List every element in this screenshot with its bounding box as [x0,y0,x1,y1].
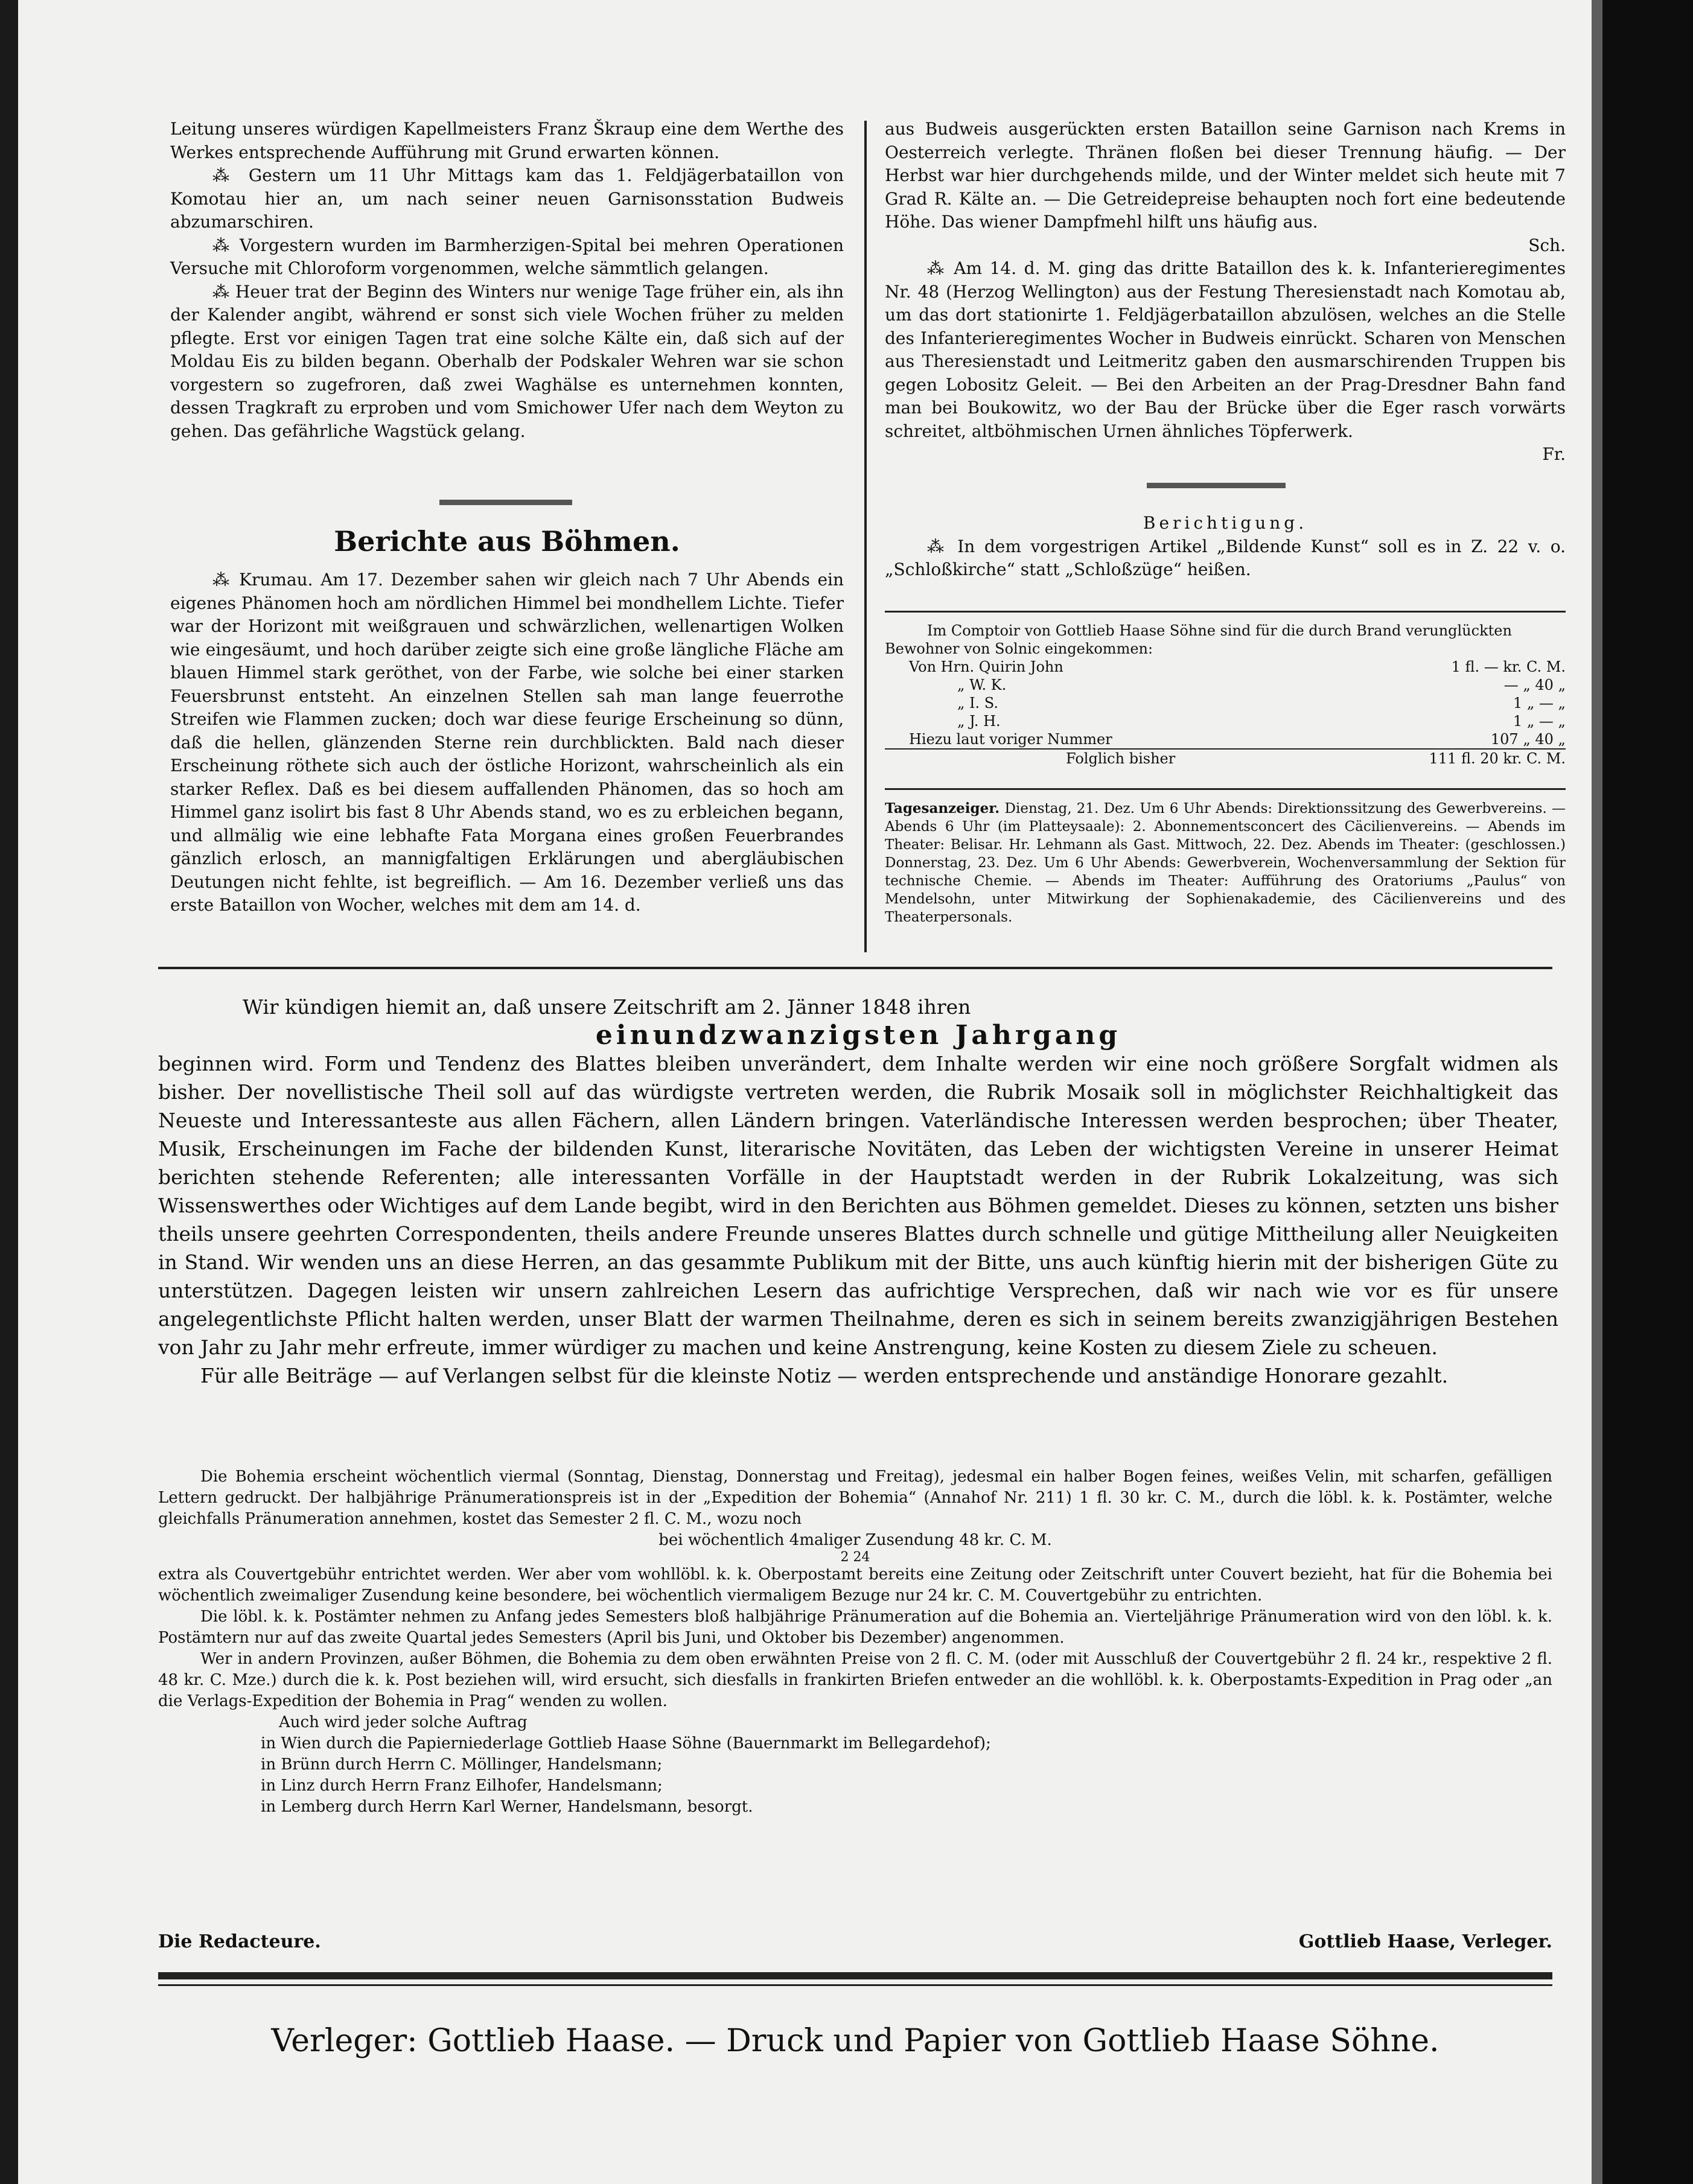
donor: „ J. H. [957,713,1001,730]
editors-signature: Die Redacteure. [158,1931,321,1952]
terms-text: bei wöchentlich 4maliger Zusendung 48 kr. C. M. [658,1531,1052,1549]
notice-body: beginnen wird. Form und Tendenz des Blattes bleiben unverändert, dem Inhalte werden wir eine noch größere Sorgfalt widmen als bisher. Der novellistische Theil soll auf das würdigste vertreten werden, die Rubrik Mosaik soll in möglichster Reichhaltigkeit das Neueste und Interessanteste aus allen Fächern, allen Ländern bringen. Vaterländische Interessen werden besprochen; über Theater, Musik, Erscheinungen im Fache der bildenden Kunst, literarische Novitäten, das Leben der wichtigsten Vereine in unserer Heimat berichten stehende Referenten; alle interessanten Vorfälle in der Hauptstadt werden in der Rubrik Lokalzeitung, was sich Wissenswerthes oder Wichtiges auf dem Lande begibt, wird in den Berichten aus Böhmen gemeldet. Dieses zu können, setzten uns bisher theils unsere geehrten Correspondenten, theils andere Freunde unseres Blattes durch schnelle und gütige Mittheilung aller Neuigkeiten in Stand. Wir wenden uns an diese Herren, an das gesammte Publikum mit der Bitte, uns auch künftig hierin mit der bisherigen Güte zu unterstützen. Dagegen leisten wir unsern zahlreichen Lesern das aufrichtige Versprechen, daß wir nach wie vor es für unsere angelegentlichste Pflicht halten werden, unser Blatt der warmen Theilnahme, deren es sich in seinem bereits zwanzigjährigen Bestehen von Jahr zu Jahr mehr erfreute, immer würdiger zu machen und keine Anstrengung, keine Kosten zu diesem Ziele zu scheuen. [158,1052,1558,1359]
total-amount: 111 fl. 20 kr. C. M. [1429,750,1566,767]
donor: Hiezu laut voriger Nummer [909,731,1112,748]
amount: 1 „ — „ [1513,713,1566,730]
amount: 107 „ 40 „ [1490,731,1566,748]
scan-right-edge [1602,0,1693,2184]
agent-line: in Linz durch Herrn Franz Eilhofer, Handelsmann; [261,1777,663,1795]
amount: — „ 40 „ [1503,677,1566,693]
amount: 1 fl. — kr. C. M. [1451,658,1566,675]
report-krumau [170,568,844,917]
divider [885,611,1566,613]
terms-text: Die Bohemia erscheint wöchentlich viermal (Sonntag, Dienstag, Donnerstag und Freitag), jedesmal ein halber Bogen feines, weißes Velin, mit scharfen, gefälligen Lettern gedruckt. Der halbjährige Pränumerationspreis ist in der „Expedition der Bohemia“ (Annahof Nr. 211) 1 fl. 30 kr. C. M., durch die löbl. k. k. Postämter, welche gleichfalls Pränumeration annehmen, kostet das Semester 2 fl. C. M., wozu noch [158,1468,1552,1528]
paragraph: Leitung unseres würdigen Kapellmeisters Franz Škraup eine dem Werthe des Werkes entsprechende Aufführung mit Grund erwarten können. [170,119,844,162]
publisher-signature: Gottlieb Haase, Verleger. [1298,1931,1552,1952]
paragraph: ⁂ Am 14. d. M. ging das dritte Bataillon des k. k. Infanterieregimentes Nr. 48 (Herzog Wellington) aus der Festung Theresienstadt nach Komotau ab, um das dort stationirte 1. Feldjägerbataillon abzulösen, welches an die Stelle des Infanterieregimentes Wocher in Budweis einrückt. Scharen von Menschen aus Theresienstadt und Leitmeritz gaben den ausmarschirenden Truppen bis gegen Lobositz Geleit. — Bei den Arbeiten an der Prag-Dresdner Bahn fand man bei Boukowitz, wo der Bau der Brücke über die Eger rasch vorwärts schreitet, altböhmischen Urnen ähnliches Töpferwerk. [885,258,1566,441]
donor: „ I. S. [957,695,999,712]
terms-text: extra als Couvertgebühr entrichtet werden. Wer aber vom wohllöbl. k. k. Oberpostamt bereits eine Zeitung oder Zeitschrift unter Couvert bezieht, hat für die Bohemia bei wöchentlich zweimaliger Zusendung keine besondere, bei wöchentlich viermaligem Bezuge nur 24 kr. C. M. Couvertgebühr zu entrichten. [158,1565,1552,1605]
donation-row [885,730,1566,750]
footer-rule-thin [158,1984,1552,1986]
notice-line: Wir kündigen hiemit an, daß unsere Zeitschrift am 2. Jänner 1848 ihren [243,995,971,1019]
right-column [885,118,1566,466]
section-rule [439,500,572,505]
correction-title: Berichtigung. [1143,513,1308,533]
section-rule [1147,483,1286,488]
paragraph: ⁂ Heuer trat der Beginn des Winters nur wenige Tage früher ein, als ihn der Kalender angibt, während er sonst sich viele Wochen früher zu melden pflegte. Erst vor einigen Tagen trat eine solche Kälte ein, daß sich auf der Moldau Eis zu bilden begann. Oberhalb der Podskaler Wehren war sie schon vorgestern so zugefroren, daß zwei Waghälse es unternehmen konnten, dessen Tragkraft zu erproben und vom Smichower Ufer nach dem Weyton zu gehen. Das gefährliche Wagstück gelang. [170,281,844,441]
left-column [170,118,844,443]
correction-text: ⁂ In dem vorgestrigen Artikel „Bildende Kunst“ soll es in Z. 22 v. o. „Schloßkirche“ statt „Schloßzüge“ heißen. [885,536,1566,579]
donation-row [885,712,1566,730]
day-announcer-text: Dienstag, 21. Dez. Um 6 Uhr Abends: Direktionssitzung des Gewerbvereins. — Abends 6 Uhr (im Platteysaale): 2. Abonnementsconcert des Cäcilienvereins. — Abends im Theater: Belisar. Hr. Lehmann als Gast. Mittwoch, 22. Dez. Abends im Theater: (geschlossen.) Donnerstag, 23. Dez. Um 6 Uhr Abends: Gewerbverein, Wochenversammlung der Sektion für technische Chemie. — Abends im Theater: Aufführung des Oratoriums „Paulus“ von Mendelsohn, unter Mitwirkung der Sophienakademie, des Cäcilienvereins und des Theaterpersonals. [885,801,1566,925]
column-rule [864,121,867,952]
donation-total [885,750,1566,768]
terms-text: Wer in andern Provinzen, außer Böhmen, die Bohemia zu dem oben erwähnten Preise von 2 fl. C. M. (oder mit Ausschluß der Couvertgebühr 2 fl. 24 kr., respektive 2 fl. 48 kr. C. Mze.) durch die k. k. Post beziehen will, wird ersucht, sich diesfalls in frankirten Briefen entweder an die wohllöbl. k. k. Oberpostamts-Expedition in Prag oder „an die Verlags-Expedition der Bohemia in Prag“ wenden zu wollen. [158,1650,1552,1710]
paragraph: ⁂ Gestern um 11 Uhr Mittags kam das 1. Feldjägerbataillon von Komotau hier an, um nach seiner neuen Garnisonsstation Budweis abzumarschiren. [170,165,844,232]
notice-body: Für alle Beiträge — auf Verlangen selbst für die kleinste Notiz — werden entsprechende und anständige Honorare gezahlt. [200,1364,1449,1387]
terms-text: Die löbl. k. k. Postämter nehmen zu Anfang jedes Semesters bloß halbjährige Pränumeration auf die Bohemia an. Vierteljährige Pränumeration wird von den löbl. k. k. Postämtern nur auf das zweite Quartal jedes Semesters (April bis Juni, und Oktober bis Dezember) angenommen. [158,1608,1552,1647]
subscription-notice [158,993,1558,1390]
amount: 1 „ — „ [1513,695,1566,712]
correction [885,512,1566,582]
footer-rule-top [158,1972,1552,1979]
day-announcer [885,800,1566,926]
paragraph: ⁂ Krumau. Am 17. Dezember sahen wir gleich nach 7 Uhr Abends ein eigenes Phänomen hoch am nördlichen Himmel bei mondhellem Lichte. Tiefer war der Horizont mit weißgrauen und schwärzlichen, wellenartigen Wolken wie eingesäumt, und hoch darüber zeigte sich eine große längliche Fläche am blauen Himmel stark geröthet, von der Farbe, wie solche bei einer starken Feuersbrunst entsteht. An einzelnen Stellen sah man lange feuerrothe Streifen wie Flammen zucken; doch war diese feurige Erscheinung so dünn, daß die hellen, glänzenden Sterne rein durchblickten. Bald nach dieser Erscheinung röthete sich auch der östliche Horizont, wahrscheinlich als ein starker Reflex. Daß es bei diesem auffallenden Phänomen, das so hoch am Himmel ganz isolirt bis fast 8 Uhr Abends stand, wo es zu erbleichen begann, und allmälig wie eine lebhafte Fata Morgana eines großen Feuerbrandes gänzlich erlosch, an mannigfaltigen Erklärungen und abergläubischen Deutungen nicht fehlte, ist begreiflich. — Am 16. Dezember verließ uns das erste Bataillon von Wocher, welches mit dem am 14. d. [170,570,844,915]
signatures [158,1931,1552,1952]
agent-line: in Brünn durch Herrn C. Möllinger, Handelsmann; [261,1756,663,1774]
subscription-terms [158,1466,1552,1818]
donation-row [885,658,1566,676]
agents-intro: Auch wird jeder solche Auftrag [279,1713,528,1731]
signature: Sch. [1528,235,1566,255]
day-announcer-title: Tagesanzeiger. [885,800,1000,817]
paragraph: aus Budweis ausgerückten ersten Bataillon seine Garnison nach Krems in Oesterreich verlegte. Thränen floßen bei dieser Trennung häufig. — Der Herbst war hier durchgehends milde, und der Winter meldet sich heute mit 7 Grad R. Kälte an. — Die Getreidepreise behaupten noch fort eine bedeutende Höhe. Das wiener Dampfmehl hilft uns häufig aus. [885,119,1566,232]
section-title: Berichte aus Böhmen. [334,525,680,558]
donation-row [885,676,1566,694]
paragraph: ⁂ Vorgestern wurden im Barmherzigen-Spital bei mehren Operationen Versuche mit Chloroform vorgenommen, welche sämmtlich gelangen. [170,235,844,278]
agent-line: in Wien durch die Papierniederlage Gottlieb Haase Söhne (Bauernmarkt im Bellegardehof); [261,1734,991,1753]
imprint-footer: Verleger: Gottlieb Haase. — Druck und Papier von Gottlieb Haase Söhne. [271,2023,1440,2059]
signature: Fr. [1542,444,1566,464]
notice-headline: einundzwanzigsten Jahrgang [595,1020,1121,1051]
donor: Von Hrn. Quirin John [909,658,1063,675]
scan-edge-shadow [1592,0,1602,2184]
total-label: Folglich bisher [1066,750,1176,767]
donor: „ W. K. [957,677,1007,693]
donation-list [885,622,1566,768]
terms-fraction: 2 24 [840,1550,870,1565]
full-width-rule [158,967,1552,969]
scan-left-edge [0,0,18,2184]
divider [885,788,1566,790]
donation-intro: Im Comptoir von Gottlieb Haase Söhne sind für die durch Brand verunglückten Bewohner von Solnic eingekommen: [885,622,1512,657]
donation-row [885,694,1566,712]
agent-line: in Lemberg durch Herrn Karl Werner, Handelsmann, besorgt. [261,1798,753,1816]
